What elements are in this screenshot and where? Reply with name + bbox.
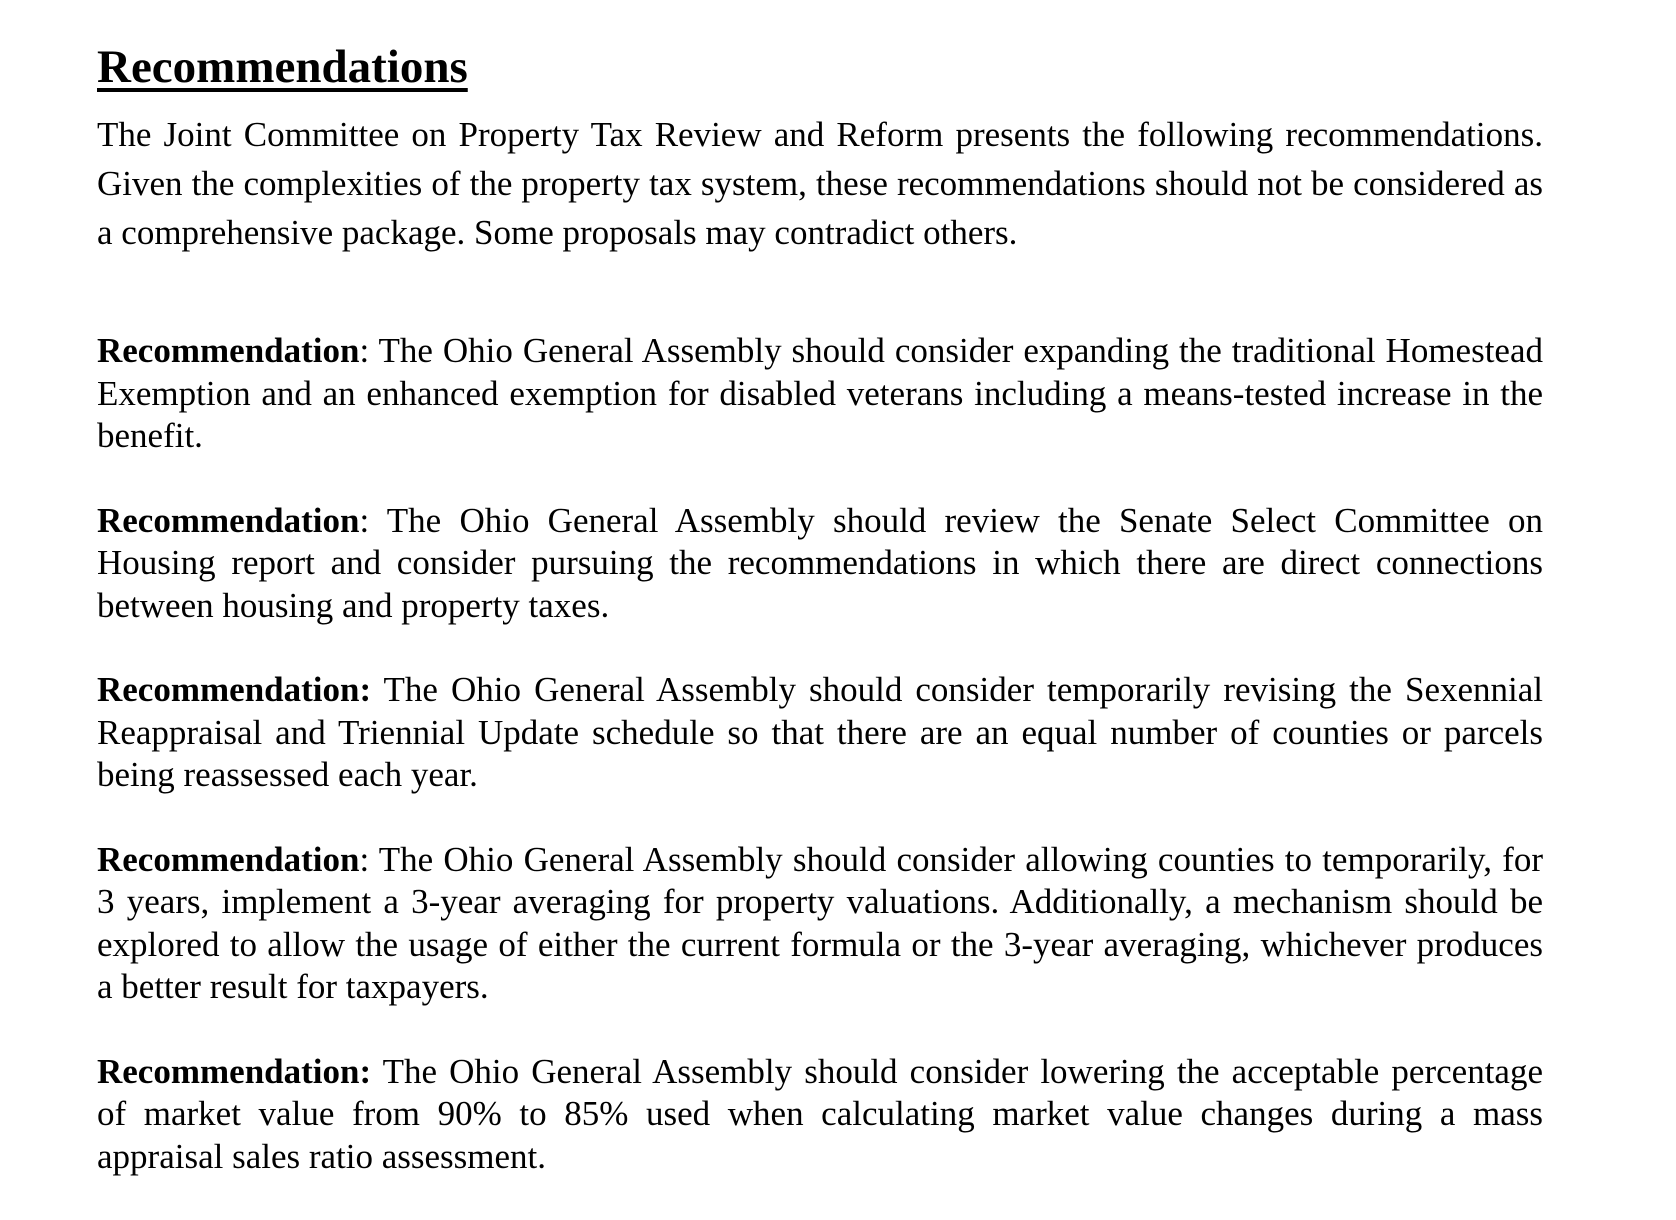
recommendation-separator xyxy=(371,670,383,709)
intro-paragraph: The Joint Committee on Property Tax Review and Reform presents the following recommendations. Given the complexities of the property tax system, these recommendations should not be considered as a comprehensive package. Some proposals may contradict others. xyxy=(97,115,1543,252)
page-title: Recommendations xyxy=(97,41,468,93)
recommendation-label: Recommendation xyxy=(97,500,360,540)
recommendation-separator xyxy=(371,1052,382,1091)
recommendation-text: The Ohio General Assembly should consider lowering the acceptable percentage of market value from 90% to 85% used when calculating market value changes during a mass appraisal sales ratio assessment. xyxy=(97,1051,1543,1176)
recommendation-item xyxy=(97,1051,1543,1179)
document-page xyxy=(97,38,1543,1220)
recommendation-text: The Ohio General Assembly should consider temporarily revising the Sexennial Reappraisal and Triennial Update schedule so that there are an equal number of counties or parcels being reassessed each year. xyxy=(97,670,1543,794)
recommendation-item xyxy=(97,839,1543,1009)
recommendation-separator: : xyxy=(359,500,387,540)
recommendation-text: The Ohio General Assembly should consider allowing counties to temporarily, for 3 years, implement a 3-year averaging for property valuations. Additionally, a mechanism should be explored to allow the usage of either the current formula or the 3-year averaging, whichever produces a better result for taxpayers. xyxy=(97,839,1543,1006)
recommendation-item xyxy=(97,500,1543,628)
recommendation-separator: : xyxy=(359,331,379,370)
recommendation-list xyxy=(97,330,1543,1178)
recommendation-item xyxy=(97,330,1543,458)
recommendation-text: The Ohio General Assembly should review the Senate Select Committee on Housing report and consider pursuing the recommendations in which there are direct connections between housing and property taxes. xyxy=(97,500,1543,625)
recommendation-label: Recommendation xyxy=(97,331,360,370)
recommendation-separator: : xyxy=(359,839,379,879)
recommendation-item xyxy=(97,669,1543,797)
recommendation-text: The Ohio General Assembly should consider expanding the traditional Homestead Exemption and an enhanced exemption for disabled veterans including a means-tested increase in the benefit. xyxy=(97,331,1543,455)
recommendation-label: Recommendation xyxy=(97,839,360,879)
recommendation-label: Recommendation: xyxy=(97,1051,372,1091)
recommendation-label: Recommendation: xyxy=(97,670,372,709)
